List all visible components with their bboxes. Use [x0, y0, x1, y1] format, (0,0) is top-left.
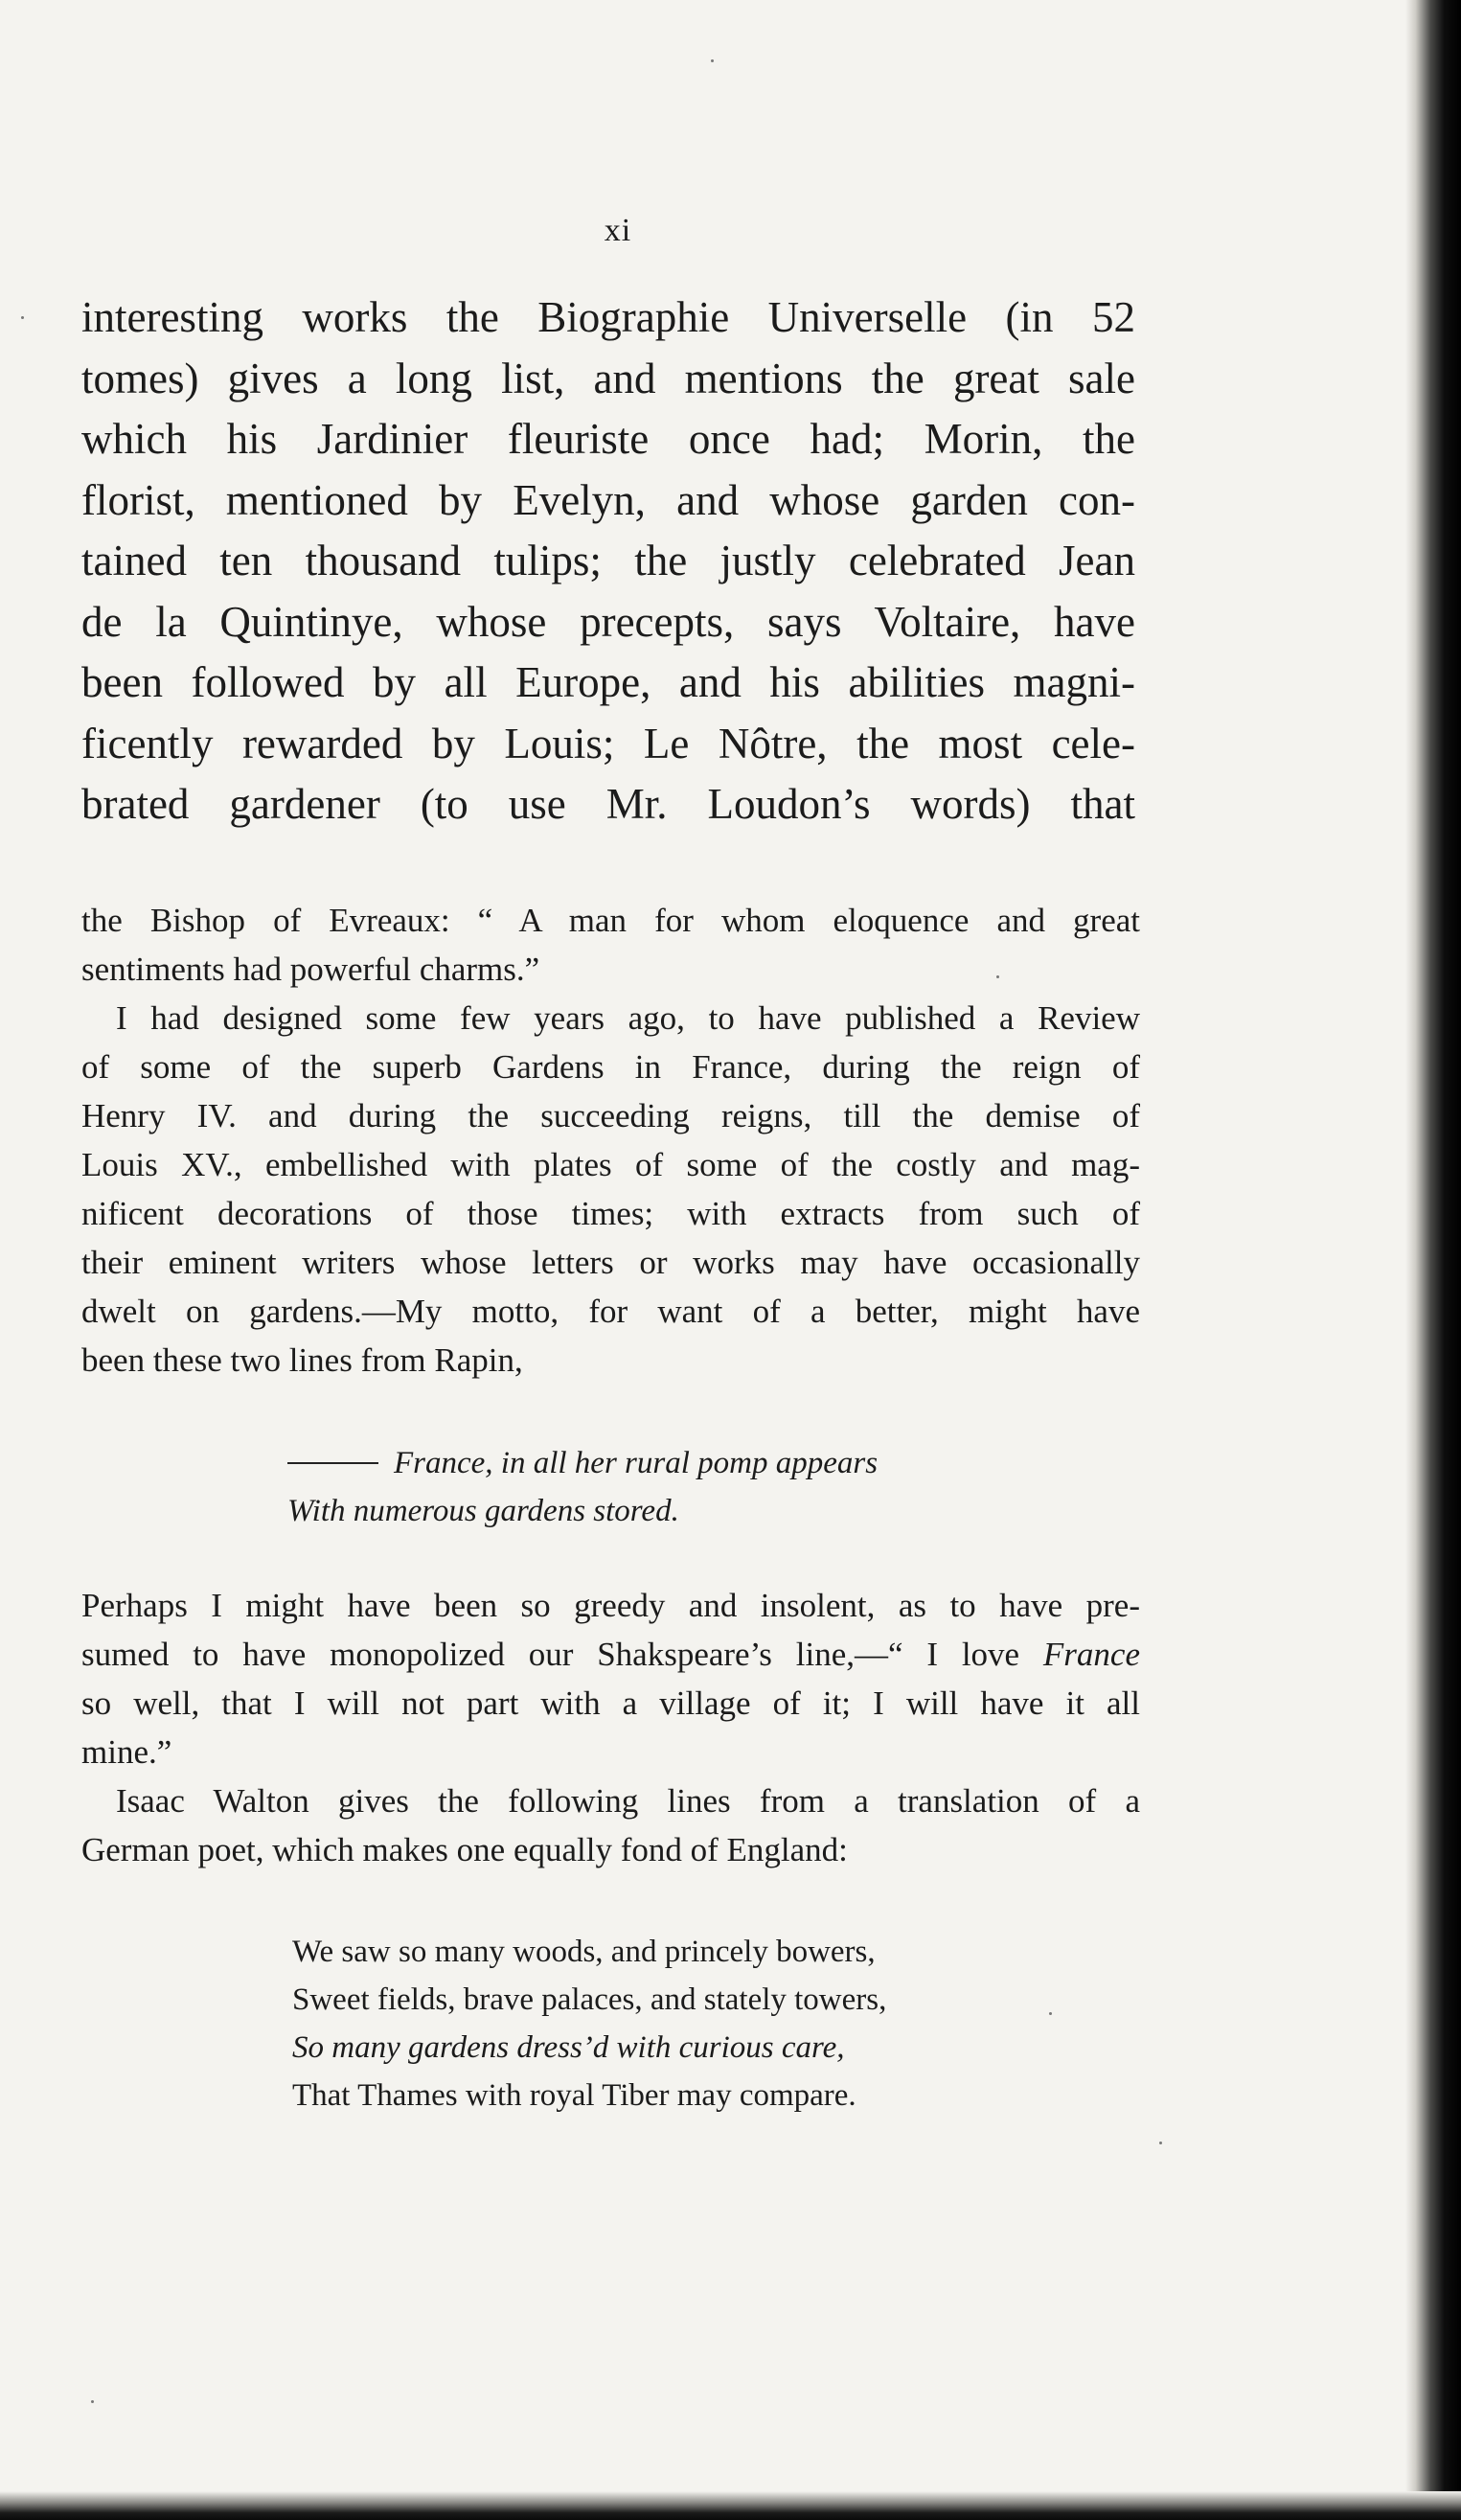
- text-line: brated gardener (to use Mr. Loudon’s words) that: [81, 780, 1135, 828]
- verse-line: [287, 1439, 878, 1487]
- main-paragraph: [81, 287, 1135, 836]
- italic-word: France: [1042, 1636, 1140, 1673]
- text-line: nificent decorations of those times; with extracts from such of: [81, 1195, 1140, 1232]
- text-line: dwelt on gardens.—My motto, for want of a better, might have: [81, 1293, 1140, 1330]
- text-line: Louis XV., embellished with plates of some of the costly and mag-: [81, 1146, 1140, 1183]
- page-edge-shadow: [1405, 0, 1461, 2520]
- text-line: German poet, which makes one equally fond of England:: [81, 1831, 848, 1868]
- text-line: sentiments had powerful charms.”: [81, 951, 540, 988]
- verse-line: With numerous gardens stored.: [287, 1494, 679, 1528]
- text-line: which his Jardinier fleuriste once had; Morin, the: [81, 415, 1135, 463]
- text-line: Henry IV. and during the succeeding reigns, till the demise of: [81, 1097, 1140, 1134]
- verse-line: We saw so many woods, and princely bowers,: [292, 1935, 876, 1969]
- text-line: interesting works the Biographie Universelle (in 52: [81, 293, 1135, 341]
- verse-line: That Thames with royal Tiber may compare.: [292, 2078, 856, 2113]
- paper-speck: [996, 975, 999, 978]
- paper-speck: [1049, 2012, 1052, 2015]
- paper-speck: [21, 316, 24, 319]
- text-line: mine.”: [81, 1733, 172, 1771]
- text-line: the Bishop of Evreaux: “ A man for whom eloquence and great: [81, 902, 1140, 939]
- text-line: been followed by all Europe, and his abilities magni-: [81, 658, 1135, 706]
- text-line: florist, mentioned by Evelyn, and whose garden con-: [81, 475, 1135, 524]
- page-number: xi: [604, 213, 632, 248]
- text-line: ficently rewarded by Louis; Le Nôtre, the most cele-: [81, 719, 1135, 767]
- em-dash-rule: [287, 1462, 378, 1464]
- text-line: Perhaps I might have been so greedy and insolent, as to have pre-: [81, 1587, 1140, 1624]
- text-line: tomes) gives a long list, and mentions the great sale: [81, 354, 1135, 402]
- text-line: so well, that I will not part with a village of it; I will have it all: [81, 1684, 1140, 1722]
- page-bottom-shadow: [0, 2491, 1461, 2520]
- walton-verse: [292, 1928, 886, 2119]
- text-line: I had designed some few years ago, to have published a Review: [116, 999, 1140, 1037]
- verse-text: France, in all her rural pomp appears: [394, 1446, 879, 1480]
- paper-speck: [711, 59, 714, 62]
- walton-paragraph: [81, 1581, 1140, 1874]
- text-line: [81, 1630, 1140, 1679]
- text-line: de la Quintinye, whose precepts, says Voltaire, have: [81, 597, 1135, 646]
- paper-speck: [1159, 2142, 1162, 2144]
- verse-line: Sweet fields, brave palaces, and stately towers,: [292, 1982, 887, 2017]
- text-line: of some of the superb Gardens in France, during the reign of: [81, 1048, 1140, 1086]
- rapin-verse: [287, 1439, 878, 1535]
- text-line: tained ten thousand tulips; the justly celebrated Jean: [81, 537, 1135, 584]
- verse-line: So many gardens dress’d with curious care,: [292, 2030, 845, 2065]
- text-segment: sumed to have monopolized our Shakspeare’s line,—“ I love: [81, 1636, 1043, 1673]
- text-line: their eminent writers whose letters or works may have occasionally: [81, 1244, 1140, 1281]
- footnote-paragraph: [81, 896, 1140, 1385]
- text-line: been these two lines from Rapin,: [81, 1341, 523, 1379]
- text-line: Isaac Walton gives the following lines from a translation of a: [116, 1782, 1140, 1820]
- paper-speck: [91, 2400, 94, 2403]
